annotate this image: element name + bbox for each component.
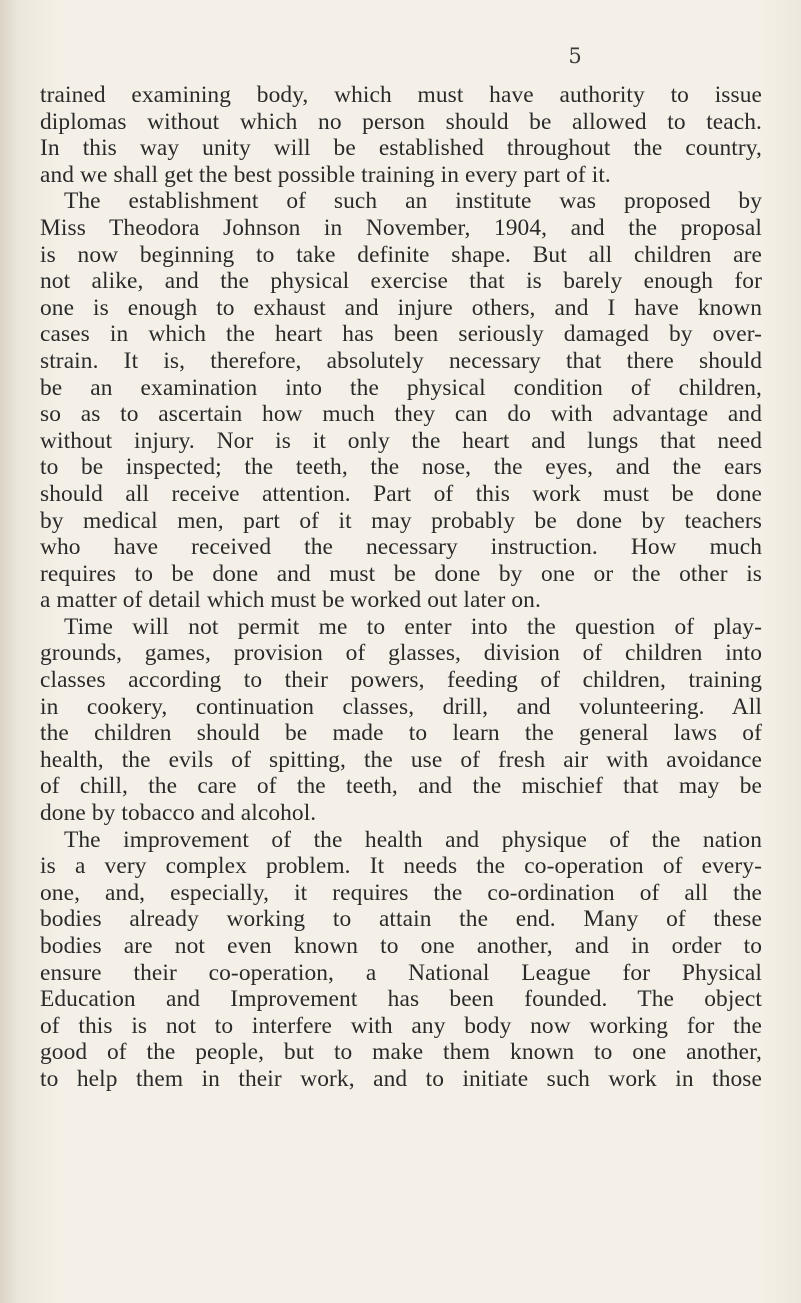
text-line: health, the evils of spitting, the use of fresh air with avoidance: [40, 746, 762, 773]
text-line: to be inspected; the teeth, the nose, the eyes, and the ears: [40, 454, 762, 481]
text-line: grounds, games, provision of glasses, division of children into: [40, 640, 762, 667]
text-line: requires to be done and must be done by one or the other is: [40, 560, 762, 587]
text-line: be an examination into the physical condition of children,: [40, 374, 762, 401]
text-line: so as to ascertain how much they can do with advantage and: [40, 401, 762, 428]
text-line: in cookery, continuation classes, drill, and volunteering. All: [40, 693, 762, 720]
text-line: classes according to their powers, feeding of children, training: [40, 667, 762, 694]
text-line: ensure their co-operation, a National League for Physical: [40, 959, 762, 986]
text-line: bodies are not even known to one another, and in order to: [40, 933, 762, 959]
text-line: Time will not permit me to enter into the question of play-: [64, 613, 762, 640]
text-line: The improvement of the health and physique of the nation: [64, 826, 762, 853]
text-line: trained examining body, which must have authority to issue: [40, 82, 762, 108]
text-line: strain. It is, therefore, absolutely necessary that there should: [40, 347, 762, 374]
text-line: a matter of detail which must be worked out later on.: [40, 587, 541, 614]
text-line: Miss Theodora Johnson in November, 1904, and the proposal: [40, 214, 762, 241]
text-line: the children should be made to learn the general laws of: [40, 720, 762, 747]
text-line: The establishment of such an institute was proposed by: [64, 188, 762, 215]
text-line: to help them in their work, and to initiate such work in those: [40, 1065, 762, 1092]
text-line: bodies already working to attain the end. Many of these: [40, 906, 762, 933]
text-line: and we shall get the best possible training in every part of it.: [40, 161, 611, 188]
text-line: one is enough to exhaust and injure others, and I have known: [40, 294, 762, 321]
text-line: is now beginning to take definite shape. But all children are: [40, 241, 762, 268]
text-line: is a very complex problem. It needs the co-operation of every-: [40, 853, 762, 880]
page-number: 5: [568, 44, 582, 68]
text-line: who have received the necessary instruction. How much: [40, 534, 762, 561]
text-line: without injury. Nor is it only the heart and lungs that need: [40, 427, 762, 454]
text-line: not alike, and the physical exercise that is barely enough for: [40, 268, 762, 295]
text-line: diplomas without which no person should be allowed to teach.: [40, 108, 762, 135]
text-line: of chill, the care of the teeth, and the mischief that may be: [40, 773, 762, 800]
body-text: [40, 82, 762, 1093]
text-line: In this way unity will be established throughout the country,: [40, 135, 762, 162]
text-line: by medical men, part of it may probably be done by teachers: [40, 507, 762, 534]
text-line: good of the people, but to make them known to one another,: [40, 1039, 762, 1066]
text-line: of this is not to interfere with any body now working for the: [40, 1012, 762, 1039]
text-line: should all receive attention. Part of this work must be done: [40, 480, 762, 507]
text-line: cases in which the heart has been seriously damaged by over-: [40, 321, 762, 348]
text-line: one, and, especially, it requires the co-ordination of all the: [40, 879, 762, 906]
text-line: Education and Improvement has been founded. The object: [40, 986, 762, 1013]
text-line: done by tobacco and alcohol.: [40, 800, 317, 827]
